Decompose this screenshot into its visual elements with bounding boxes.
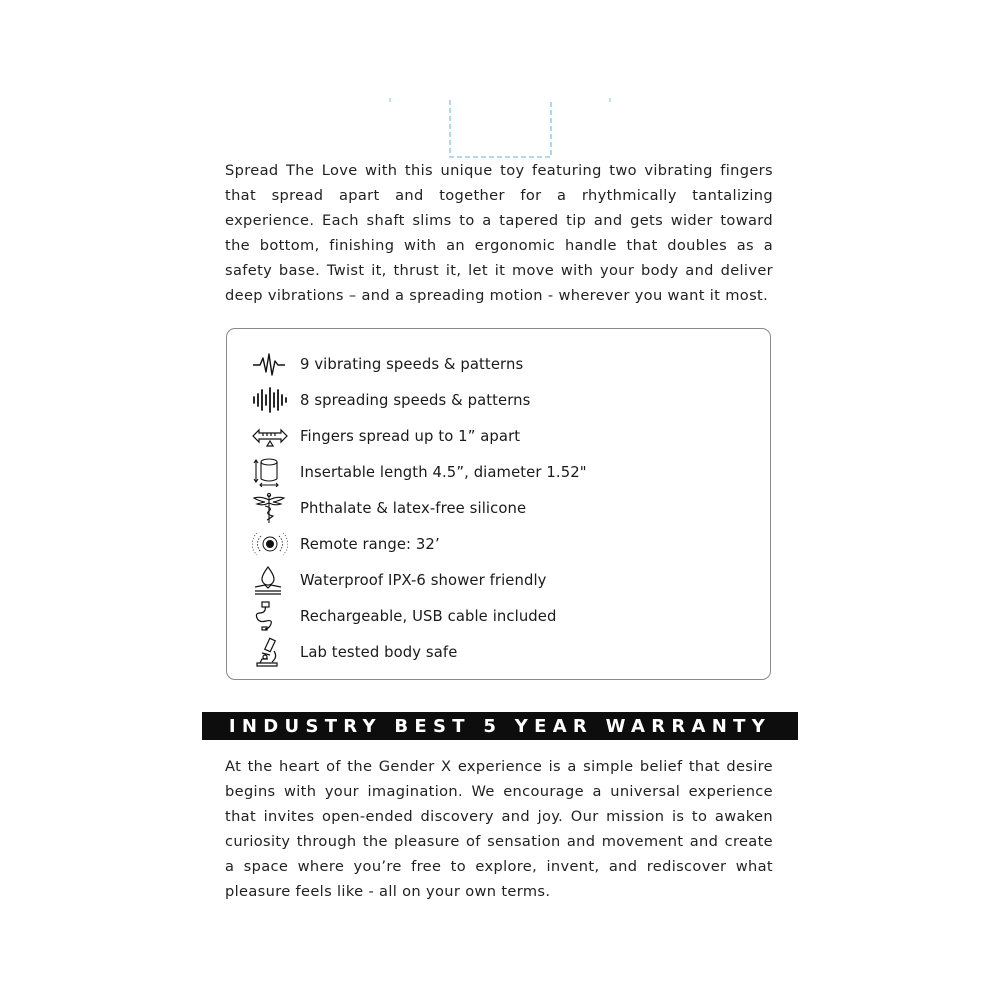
feature-label: Lab tested body safe (300, 643, 458, 661)
ruler-arrows-icon (252, 418, 290, 454)
feature-item (252, 634, 457, 670)
features-box (226, 328, 771, 680)
feature-label: Fingers spread up to 1” apart (300, 427, 521, 445)
microscope-icon (252, 634, 290, 670)
feature-label: Phthalate & latex-free silicone (300, 499, 527, 517)
feature-item (252, 598, 557, 634)
pulse-wave-icon (252, 346, 290, 382)
caduceus-icon (252, 490, 290, 526)
feature-item (252, 382, 530, 418)
feature-label: 9 vibrating speeds & patterns (300, 355, 524, 373)
feature-item (252, 526, 440, 562)
warranty-banner: INDUSTRY BEST 5 YEAR WARRANTY (202, 712, 798, 740)
feature-item (252, 346, 523, 382)
feature-label: Remote range: 32’ (300, 535, 440, 553)
feature-item (252, 454, 587, 490)
remote-signal-icon (252, 526, 290, 562)
feature-label: 8 spreading speeds & patterns (300, 391, 531, 409)
intro-paragraph: Spread The Love with this unique toy featuring two vibrating fingers that spread apart and together for a rhythmically tantalizing experience. Each shaft slims to a tapered tip and gets wider toward the bottom, finishing with an ergonomic handle that doubles as a safety base. Twist it, thrust it, let it move with your body and deliver deep vibrations – and a spreading motion - wherever you want it most. (225, 162, 773, 304)
usb-cable-icon (252, 598, 290, 634)
feature-item (252, 418, 520, 454)
feature-item (252, 490, 526, 526)
sound-wave-icon (252, 382, 290, 418)
waterproof-drop-icon (252, 562, 290, 598)
feature-item (252, 562, 547, 598)
product-image-outline (380, 95, 620, 165)
mission-paragraph: At the heart of the Gender X experience is a simple belief that desire begins with your imagination. We encourage a universal experience that invites open-ended discovery and joy. Our mission is to awaken curiosity through the pleasure of sensation and movement and create a space where you’re free to explore, invent, and rediscover what pleasure feels like - all on your own terms. (225, 758, 773, 900)
feature-label: Rechargeable, USB cable included (300, 607, 557, 625)
cylinder-dimensions-icon (252, 454, 290, 490)
feature-label: Waterproof IPX-6 shower friendly (300, 571, 547, 589)
feature-label: Insertable length 4.5”, diameter 1.52" (300, 463, 587, 481)
